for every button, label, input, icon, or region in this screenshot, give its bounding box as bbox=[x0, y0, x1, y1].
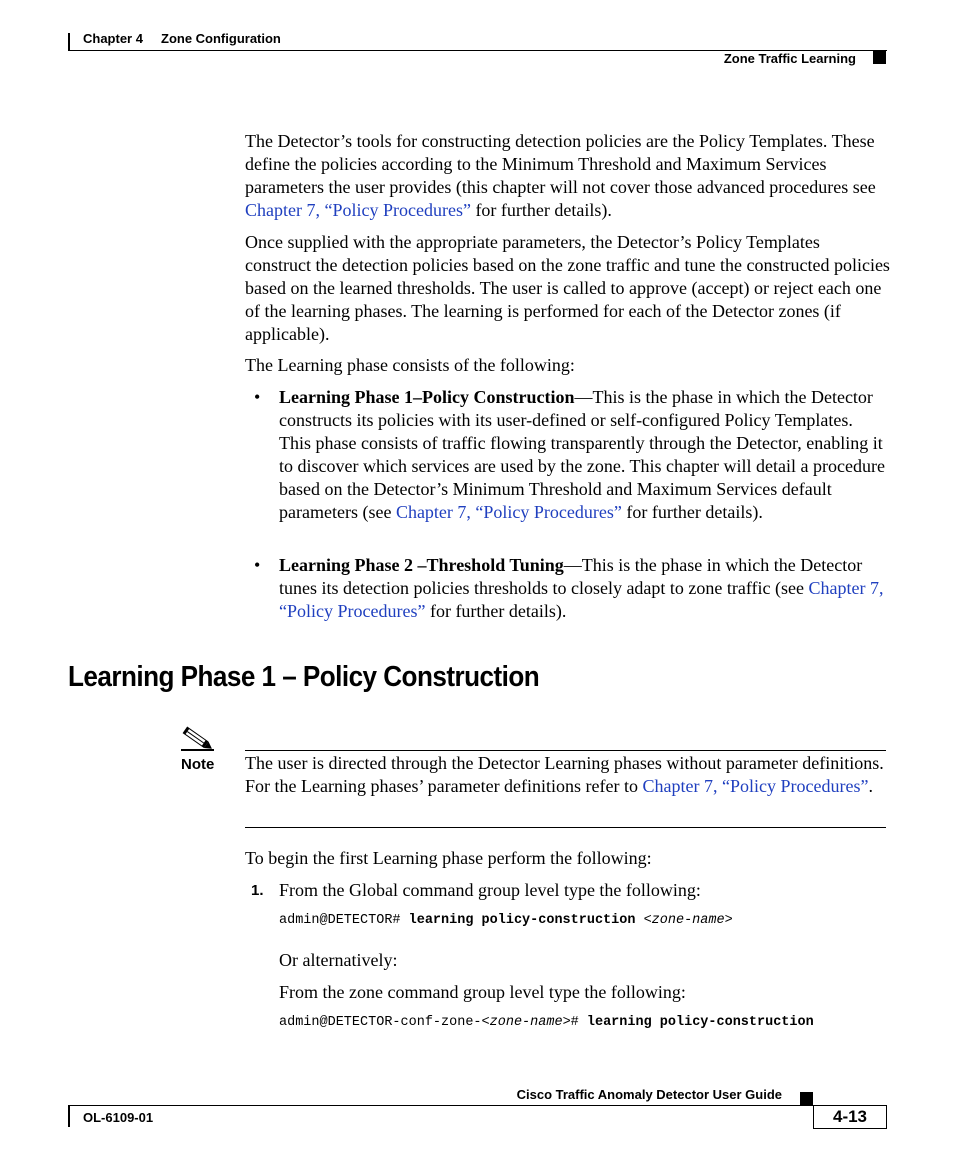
footer-guide-title: Cisco Traffic Anomaly Detector User Guide bbox=[516, 1087, 782, 1102]
link-chapter-7[interactable]: Chapter 7, “Policy Procedures” bbox=[279, 578, 884, 621]
footer-page-number-box bbox=[813, 1105, 887, 1129]
bullet-2-title: Learning Phase 2 –Threshold Tuning bbox=[279, 555, 564, 575]
note-text bbox=[245, 752, 890, 798]
paragraph-supplied-parameters: Once supplied with the appropriate parameters, the Detector’s Policy Templates construct the detection policies based on the zone traffic and tune the constructed policies based on the learned thresholds. The user is called to approve (accept) or reject each one of the learning phases. The learning is performed for each of the Detector zones (if applicable). bbox=[245, 232, 890, 344]
command-keyword: learning policy-construction bbox=[586, 1015, 814, 1030]
header-left-bar bbox=[68, 33, 70, 51]
step-number: 1. bbox=[251, 882, 264, 899]
section-heading: Learning Phase 1 – Policy Construction bbox=[68, 661, 540, 693]
bullet-phase-2 bbox=[279, 554, 889, 623]
footer-page-number: 4-13 bbox=[832, 1107, 868, 1126]
footer-doc-id: OL-6109-01 bbox=[83, 1110, 154, 1125]
header-chapter-title: Zone Configuration bbox=[161, 31, 281, 46]
bullet-2-text-end: for further details). bbox=[425, 601, 567, 621]
command-bracket: > bbox=[724, 913, 733, 928]
paragraph-learning-phase-intro: The Learning phase consists of the following: bbox=[245, 355, 575, 375]
bullet-dot: • bbox=[254, 387, 261, 407]
bullet-1-text-end: for further details). bbox=[621, 502, 763, 522]
command-prompt-end: ># bbox=[562, 1015, 579, 1030]
note-top-rule bbox=[245, 750, 886, 751]
bullet-dot: • bbox=[254, 555, 261, 575]
note-label: Note bbox=[181, 756, 215, 773]
or-alternatively-text: Or alternatively: bbox=[279, 950, 398, 970]
command-zone bbox=[279, 1015, 814, 1030]
command-argument: zone-name bbox=[489, 1015, 563, 1030]
note-text-end: . bbox=[868, 776, 873, 796]
command-global bbox=[279, 913, 733, 928]
bullet-2-text: —This is the phase in which the Detector tunes its detection policies thresholds to closely adapt to zone traffic (see bbox=[279, 555, 863, 598]
command-keyword: learning policy-construction bbox=[408, 913, 636, 928]
command-bracket: < bbox=[635, 913, 652, 928]
command-prompt: admin@DETECTOR-conf-zone-< bbox=[279, 1015, 490, 1030]
header-black-square bbox=[873, 51, 886, 64]
note-bottom-rule bbox=[245, 827, 886, 828]
bullet-1-text: —This is the phase in which the Detector constructs its policies with its user-defined or self-configured Policy Templates. This phase consists of traffic flowing transparently through the Detector, enabling it to discover which services are used by the zone. This chapter will detail a procedure based on the Detector’s Minimum Threshold and Maximum Services default parameters (see bbox=[279, 387, 885, 522]
footer-rule bbox=[68, 1105, 887, 1106]
zone-level-text: From the zone command group level type the following: bbox=[279, 982, 686, 1002]
link-chapter-7[interactable]: Chapter 7, “Policy Procedures” bbox=[395, 502, 622, 522]
link-chapter-7[interactable]: Chapter 7, “Policy Procedures” bbox=[245, 200, 471, 220]
header-chapter: Chapter 4 bbox=[83, 31, 143, 46]
pencil-note-icon bbox=[180, 726, 216, 757]
command-prompt: admin@DETECTOR# bbox=[279, 913, 409, 928]
paragraph-begin-learning: To begin the first Learning phase perform the following: bbox=[245, 848, 652, 868]
footer-black-square bbox=[800, 1092, 813, 1105]
command-argument: zone-name bbox=[651, 913, 725, 928]
note-text-body: The user is directed through the Detector Learning phases without parameter definitions. For the Learning phases’ parameter definitions refer to bbox=[245, 753, 884, 796]
bullet-phase-1 bbox=[279, 386, 889, 524]
step-1-text: From the Global command group level type the following: bbox=[279, 880, 701, 900]
header-section: Zone Traffic Learning bbox=[723, 51, 856, 66]
bullet-1-title: Learning Phase 1–Policy Construction bbox=[279, 387, 575, 407]
link-chapter-7[interactable]: Chapter 7, “Policy Procedures” bbox=[642, 776, 869, 796]
footer-left-bar bbox=[68, 1105, 70, 1127]
p1-text-end: for further details). bbox=[470, 200, 612, 220]
paragraph-policy-templates bbox=[245, 130, 890, 222]
p1-text: The Detector’s tools for constructing detection policies are the Policy Templates. These define the policies according to the Minimum Threshold and Maximum Services parameters the user provides (this chapter will not cover those advanced procedures see bbox=[245, 131, 876, 197]
